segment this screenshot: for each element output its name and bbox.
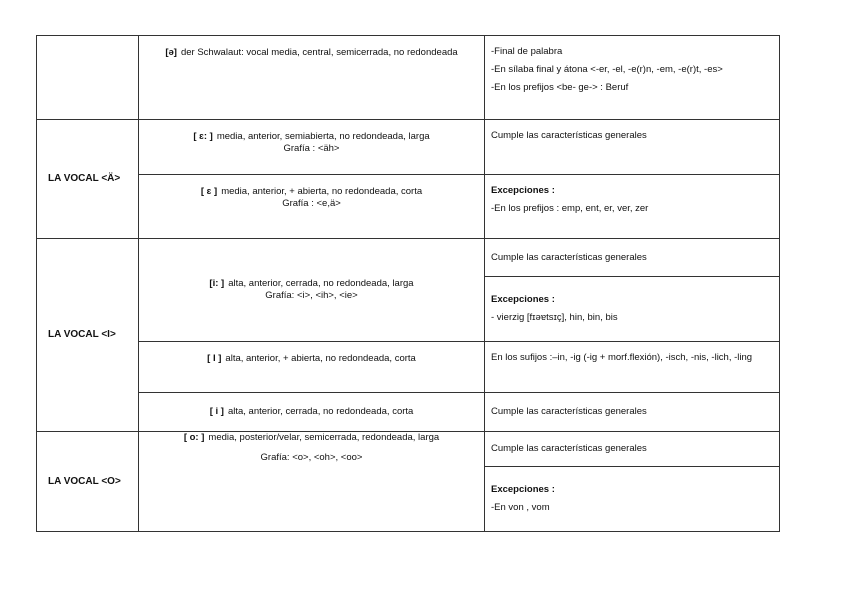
exceptions-text: -En los prefijos : emp, ent, er, ver, zer [491,203,649,214]
schwa-note-3: -En los prefijos <be- ge-> : Beruf [491,82,629,93]
vowel-i-long-exceptions [485,277,780,342]
vowel-o-long-description [139,432,485,532]
table-row [37,432,780,467]
vowel-a-long-note: Cumple las características generales [485,120,780,175]
vowel-a-long-grafia: Grafía : <äh> [283,143,340,154]
vowel-table [36,35,780,532]
table-row [37,120,780,175]
vowel-i-plain-desc: alta, anterior, cerrada, no redondeada, corta [227,406,414,417]
schwa-description [139,36,485,120]
vowel-a-long-symbol: [ ɛ: ] [193,131,213,142]
exceptions-text: -En von , vom [491,502,550,513]
vowel-i-long-grafia: Grafía: <i>, <ih>, <ie> [265,290,358,301]
vowel-i-plain-description [139,393,485,432]
vowel-o-long-desc: media, posterior/velar, semicerrada, redondeada, larga [208,432,440,443]
schwa-symbol: [ə] [165,47,177,58]
schwa-note-2: -En sílaba final y átona <-er, -el, -e(r)n, -em, -e(r)t, -es> [491,64,723,75]
vowel-o-long-grafia: Grafía: <o>, <oh>, <oo> [260,452,363,463]
vowel-a-long-description [139,120,485,175]
vowel-i-label: LA VOCAL <I> [37,239,139,432]
vowel-a-short-desc: media, anterior, + abierta, no redondeada, corta [221,186,423,197]
table-row [37,393,780,432]
exceptions-text: - vierzig [fɪəɐtsɪç], hin, bin, bis [491,312,618,323]
vowel-i-long-desc: alta, anterior, cerrada, no redondeada, larga [228,278,414,289]
schwa-note-1: -Final de palabra [491,46,563,57]
vowel-i-short-desc: alta, anterior, + abierta, no redondeada, corta [225,353,416,364]
vowel-a-long-desc: media, anterior, semiabierta, no redondeada, larga [216,131,430,142]
exceptions-title: Excepciones : [491,185,555,196]
vowel-o-label: LA VOCAL <O> [37,432,139,532]
table-row [37,36,780,120]
exceptions-title: Excepciones : [491,294,555,305]
vowel-i-short-description [139,342,485,393]
vowel-a-short-grafia: Grafía : <e,ä> [282,198,341,209]
table-row [37,239,780,277]
schwa-desc-text: der Schwalaut: vocal media, central, semicerrada, no redondeada [180,47,458,58]
table-row [37,175,780,239]
vowel-i-plain-note: Cumple las características generales [485,393,780,432]
vowel-i-long-symbol: [i: ] [209,278,225,289]
exceptions-title: Excepciones : [491,484,555,495]
vowel-i-short-symbol: [ I ] [207,353,222,364]
vowel-o-long-exceptions [485,467,780,532]
vowel-a-short-description [139,175,485,239]
vowel-i-short-note: En los sufijos :–in, -ig (-ig + morf.flexión), -isch, -nis, -lich, -ling [485,342,780,393]
vowel-i-long-note: Cumple las características generales [485,239,780,277]
empty-label-cell [37,36,139,120]
vowel-a-short-exceptions [485,175,780,239]
schwa-notes [485,36,780,120]
vowel-i-long-description [139,239,485,342]
table-row [37,342,780,393]
vowel-o-long-symbol: [ o: ] [183,432,205,443]
vowel-a-label: LA VOCAL <Ä> [37,120,139,239]
vowel-o-long-note: Cumple las características generales [485,432,780,467]
vowel-i-plain-symbol: [ i ] [209,406,224,417]
vowel-a-short-symbol: [ ɛ ] [200,186,218,197]
